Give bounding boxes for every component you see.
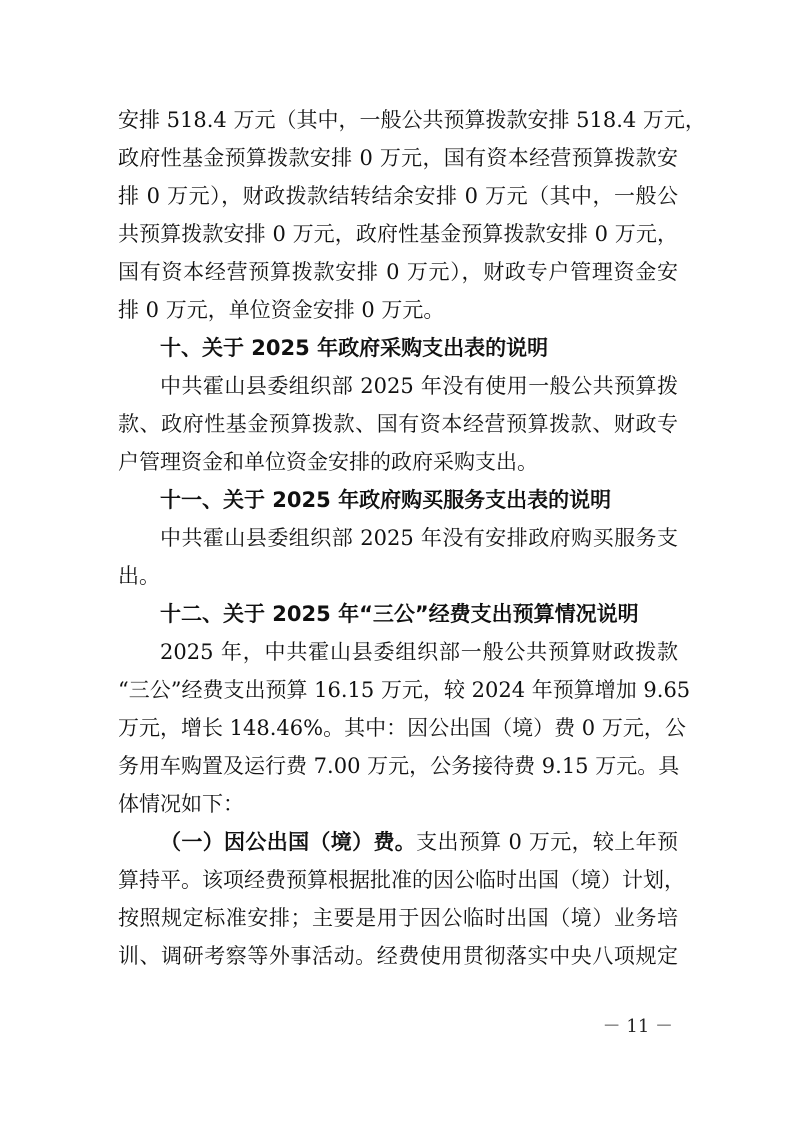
- text-line-4: 共预算拨款安排 0 万元，政府性基金预算拨款安排 0 万元，: [118, 222, 678, 246]
- section-heading-11: 十一、关于 2025 年政府购买服务支出表的说明: [160, 488, 612, 512]
- text-line-17: [160, 823, 678, 861]
- text-line-8: 款、政府性基金预算拨款、国有资本经营预算拨款、财政专: [118, 412, 678, 436]
- text-line-10: 中共霍山县委组织部 2025 年没有安排政府购买服务支: [160, 526, 678, 550]
- text-line-1: 安排 518.4 万元（其中，一般公共预算拨款安排 518.4 万元，: [118, 108, 706, 132]
- page-number: － 11 －: [602, 1016, 673, 1037]
- text-line-5: 国有资本经营预算拨款安排 0 万元），财政专户管理资金安: [118, 260, 678, 284]
- text-line-17-rest: 支出预算 0 万元，较上年预: [416, 830, 678, 854]
- text-line-2: 政府性基金预算拨款安排 0 万元，国有资本经营预算拨款安: [118, 146, 678, 170]
- text-line-12: 2025 年，中共霍山县委组织部一般公共预算财政拨款: [160, 640, 678, 664]
- text-line-16: 体情况如下：: [118, 792, 244, 816]
- text-line-9: 户管理资金和单位资金安排的政府采购支出。: [118, 450, 538, 474]
- text-line-3: 排 0 万元），财政拨款结转结余安排 0 万元（其中，一般公: [118, 184, 678, 208]
- text-line-7: 中共霍山县委组织部 2025 年没有使用一般公共预算拨: [160, 374, 678, 398]
- text-line-18: 算持平。该项经费预算根据批准的因公临时出国（境）计划，: [118, 868, 685, 892]
- section-heading-10: 十、关于 2025 年政府采购支出表的说明: [160, 336, 549, 360]
- section-heading-12: 十二、关于 2025 年“三公”经费支出预算情况说明: [160, 602, 639, 626]
- text-line-14: 万元，增长 148.46%。其中：因公出国（境）费 0 万元，公: [118, 716, 686, 740]
- text-line-20: 训、调研考察等外事活动。经费使用贯彻落实中央八项规定: [118, 944, 678, 968]
- subsection-heading-1: （一）因公出国（境）费。: [160, 830, 417, 854]
- text-line-11: 出。: [118, 564, 160, 588]
- text-line-15: 务用车购置及运行费 7.00 万元，公务接待费 9.15 万元。具: [118, 754, 680, 778]
- text-line-6: 排 0 万元，单位资金安排 0 万元。: [118, 298, 445, 322]
- text-line-19: 按照规定标准安排；主要是用于因公临时出国（境）业务培: [118, 906, 678, 930]
- text-line-13: “三公”经费支出预算 16.15 万元，较 2024 年预算增加 9.65: [118, 678, 691, 702]
